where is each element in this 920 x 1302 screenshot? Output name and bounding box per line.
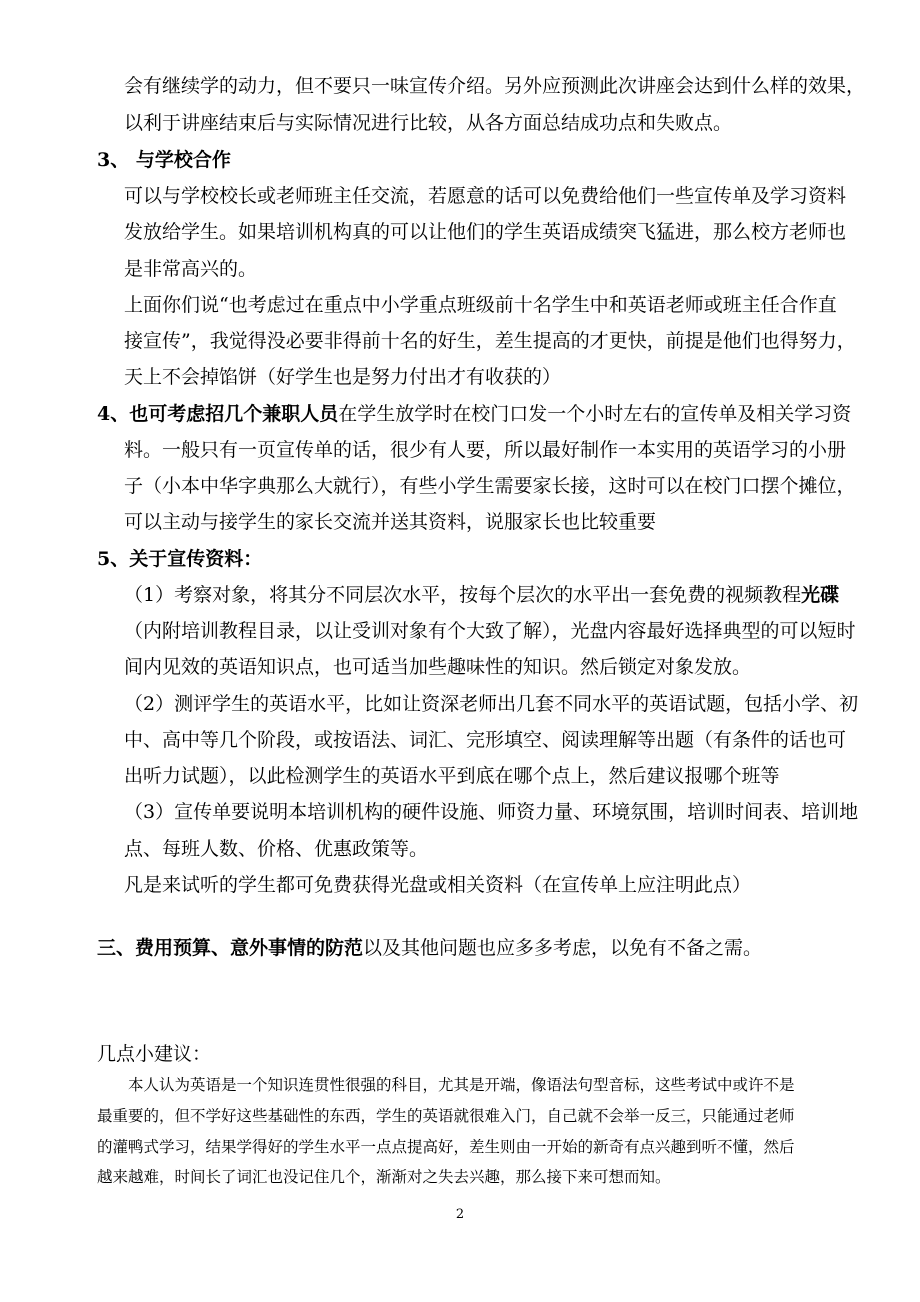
- item-5-heading: 5、关于宣传资料：: [97, 548, 263, 570]
- section-3-text: 以及其他问题也应多多考虑，以免有不备之需。: [363, 937, 763, 959]
- suggestion-line: 越来越难，时间长了词汇也没记住几个，渐渐对之失去兴趣，那么接下来可想而知。: [97, 1168, 671, 1186]
- item-4-line: [97, 401, 851, 427]
- paragraph-line: 间内见效的英语知识点，也可适当加些趣味性的知识。然后锁定对象发放。: [124, 656, 752, 678]
- suggestion-line: 本人认为英语是一个知识连贯性很强的科目，尤其是开端，像语法句型音标，这些考试中或许不是: [128, 1076, 795, 1094]
- paragraph-line: 可以主动与接学生的家长交流并送其资料，说服家长也比较重要: [124, 511, 657, 533]
- paragraph-line: 子（小本中华字典那么大就行），有些小学生需要家长接，这时可以在校门口摆个摊位，: [124, 475, 856, 497]
- paragraph-line: 天上不会掉馅饼（好学生也是努力付出才有收获的）: [124, 366, 562, 388]
- paragraph-line: 出听力试题），以此检测学生的英语水平到底在哪个点上，然后建议报哪个班等: [124, 765, 780, 787]
- paragraph-line: 会有继续学的动力，但不要只一味宣传介绍。另外应预测此次讲座会达到什么样的效果，: [124, 75, 866, 97]
- subitem-1-line: [124, 582, 839, 608]
- item-3-heading: 3、 与学校合作: [97, 149, 231, 171]
- paragraph-line: 料。一般只有一页宣传单的话，很少有人要，所以最好制作一本实用的英语学习的小册: [124, 439, 847, 461]
- paragraph-line: 凡是来试听的学生都可免费获得光盘或相关资料（在宣传单上应注明此点）: [124, 874, 752, 896]
- paragraph-line: 发放给学生。如果培训机构真的可以让他们的学生英语成绩突飞猛进，那么校方老师也: [124, 221, 847, 243]
- paragraph-line: 接宣传”，我觉得没必要非得前十名的好生，差生提高的才更快，前提是他们也得努力，: [124, 330, 856, 352]
- subitem-1-text: （1）考察对象，将其分不同层次水平，按每个层次的水平出一套免费的视频教程: [124, 584, 802, 606]
- paragraph-line: 可以与学校校长或老师班主任交流，若愿意的话可以免费给他们一些宣传单及学习资料: [124, 185, 847, 207]
- section-3-heading: 三、费用预算、意外事情的防范: [97, 937, 364, 959]
- item-4-heading: 4、也可考虑招几个兼职人员: [97, 403, 339, 425]
- item-4-text: 在学生放学时在校门口发一个小时左右的宣传单及相关学习资: [338, 403, 852, 425]
- suggestion-line: 的灌鸭式学习，结果学得好的学生水平一点点提高好，差生则由一开始的新奇有点兴趣到听不懂，然后: [97, 1138, 795, 1156]
- section-3-line: [97, 935, 762, 961]
- suggestion-line: 最重要的，但不学好这些基础性的东西，学生的英语就很难入门，自己就不会举一反三，只能通过老师: [97, 1107, 795, 1125]
- paragraph-line: 点、每班人数、价格、优惠政策等。: [124, 838, 429, 860]
- subitem-1-bold: 光碟: [801, 584, 840, 606]
- page-number: 2: [455, 1207, 465, 1222]
- paragraph-line: 上面你们说“也考虑过在重点中小学重点班级前十名学生中和英语老师或班主任合作直: [124, 294, 837, 316]
- paragraph-line: 是非常高兴的。: [124, 258, 258, 280]
- suggestions-heading: 几点小建议：: [97, 1043, 212, 1065]
- paragraph-line: 以利于讲座结束后与实际情况进行比较，从各方面总结成功点和失败点。: [124, 112, 733, 134]
- paragraph-line: （内附培训教程目录，以让受训对象有个大致了解），光盘内容最好选择典型的可以短时: [124, 620, 856, 642]
- subitem-3-line: （3）宣传单要说明本培训机构的硬件设施、师资力量、环境氛围，培训时间表、培训地: [124, 801, 859, 823]
- paragraph-line: 中、高中等几个阶段，或按语法、词汇、完形填空、阅读理解等出题（有条件的话也可: [124, 729, 847, 751]
- subitem-2-line: （2）测评学生的英语水平，比如让资深老师出几套不同水平的英语试题，包括小学、初: [124, 693, 859, 715]
